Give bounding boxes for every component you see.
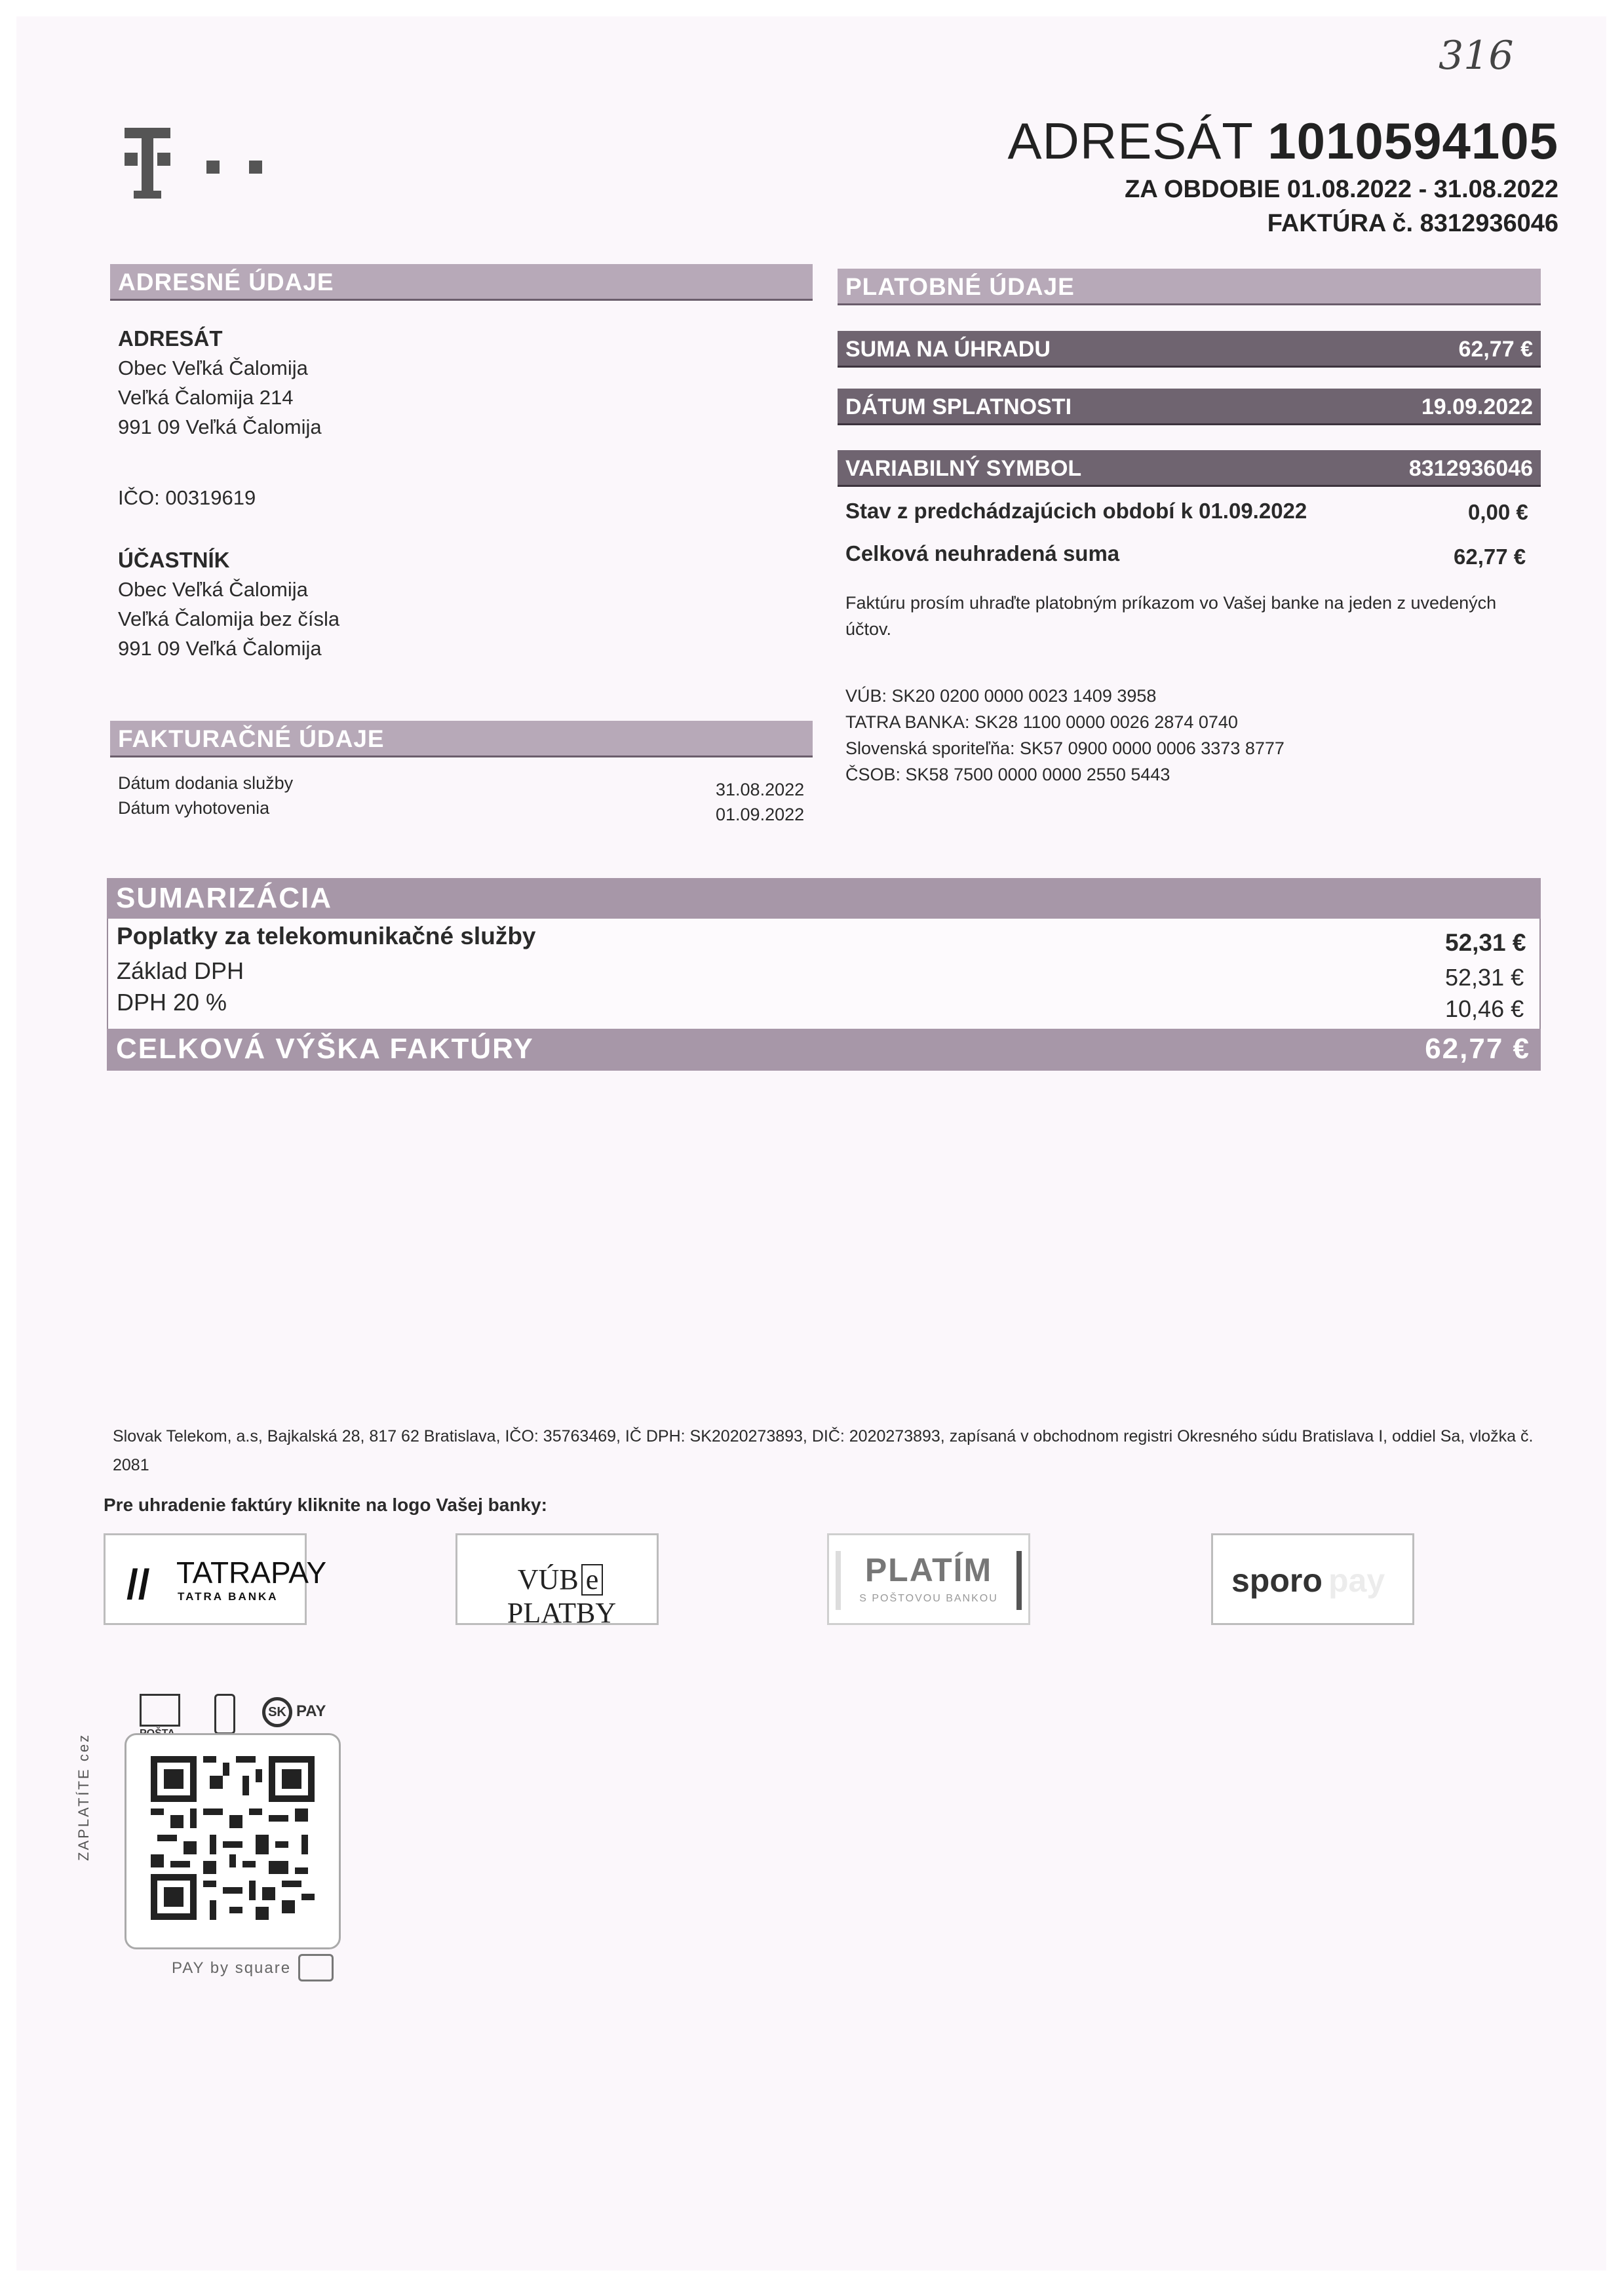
- address-section-header: ADRESNÉ ÚDAJE: [110, 264, 813, 301]
- ico: IČO: 00319619: [118, 486, 256, 509]
- amount-due-value: 62,77 €: [1458, 337, 1533, 362]
- bank-account: ČSOB: SK58 7500 0000 0000 2550 5443: [845, 765, 1170, 784]
- tatrapay-icon: //: [126, 1561, 150, 1608]
- delivery-date-value: 31.08.2022: [716, 780, 805, 799]
- participant-line: Veľká Čalomija bez čísla: [118, 607, 340, 630]
- sk-pay-label: PAY: [296, 1702, 326, 1720]
- header-invoice-number: FAKTÚRA č. 8312936046: [1267, 210, 1558, 237]
- header-title: ADRESÁT 1010594105: [1007, 112, 1558, 170]
- vat-value: 10,46 €: [1445, 995, 1524, 1022]
- due-date-value: 19.09.2022: [1421, 394, 1533, 419]
- company-footer: Slovak Telekom, a.s, Bajkalská 28, 817 62 Bratislava, IČO: 35763469, IČ DPH: SK2020273893, DIČ: 2020273893, zapísaná v obchodnom registri Okresného súdu Bratislava I, oddiel Sa, vložka č. 2081: [113, 1427, 1534, 1474]
- vub-eplatby-label: VÚB ePLATBY: [507, 1563, 617, 1629]
- sk-pay-icon: SK: [262, 1697, 292, 1727]
- platim-sub-label: S POŠTOVOU BANKOU: [859, 1593, 998, 1604]
- delivery-date-label: Dátum dodania služby: [118, 773, 294, 793]
- sporopay-button[interactable]: [1211, 1533, 1414, 1625]
- card-icon: [298, 1954, 334, 1981]
- telecom-fees-value: 52,31 €: [1445, 929, 1526, 956]
- total-unpaid-value: 62,77 €: [1454, 545, 1526, 569]
- participant-line: Obec Veľká Čalomija: [118, 578, 308, 601]
- platim-label: PLATÍM: [864, 1552, 993, 1588]
- vub-eplatby-button[interactable]: [455, 1533, 659, 1629]
- bank-account: TATRA BANKA: SK28 1100 0000 0026 2874 0740: [845, 712, 1238, 732]
- participant-line: 991 09 Veľká Čalomija: [118, 637, 322, 660]
- sporo-label: sporo: [1231, 1562, 1323, 1599]
- previous-balance-value: 0,00 €: [1468, 500, 1528, 524]
- pay-by-square-qr-code: [151, 1756, 315, 1920]
- due-date-row: [838, 389, 1541, 425]
- addressee-label: ADRESÁT: [118, 326, 223, 351]
- payment-note: Faktúru prosím uhraďte platobným príkazom vo Vašej banke na jeden z uvedených účtov.: [845, 593, 1497, 639]
- invoice-total-row: [107, 1029, 1541, 1071]
- handwritten-note: 316: [1439, 33, 1514, 79]
- addressee-line: Obec Veľká Čalomija: [118, 356, 308, 379]
- sporo-faded-label: pay: [1328, 1562, 1385, 1599]
- vat-base-label: Základ DPH: [117, 957, 244, 984]
- tatra-banka-label: TATRA BANKA: [178, 1590, 279, 1603]
- variable-symbol-value: 8312936046: [1408, 456, 1533, 481]
- billing-section-header: FAKTURAČNÉ ÚDAJE: [110, 721, 813, 757]
- vat-label: DPH 20 %: [117, 989, 227, 1016]
- pay-by-square-label: PAY by square: [172, 1959, 292, 1977]
- vat-base-value: 52,31 €: [1445, 964, 1524, 991]
- addressee-line: Veľká Čalomija 214: [118, 386, 294, 409]
- tatrapay-label: TATRAPAY: [176, 1556, 327, 1590]
- invoice-total-value: 62,77 €: [1425, 1033, 1530, 1065]
- banks-prompt: Pre uhradenie faktúry kliknite na logo Vašej banky:: [104, 1495, 547, 1515]
- total-unpaid-label: Celková neuhradená suma: [845, 541, 1120, 565]
- tatrapay-button[interactable]: [104, 1533, 327, 1625]
- telekom-logo: [125, 128, 301, 200]
- header-period: ZA OBDOBIE 01.08.2022 - 31.08.2022: [1125, 176, 1558, 203]
- summary-section-header: SUMARIZÁCIA: [107, 878, 1541, 919]
- previous-balance-label: Stav z predchádzajúcich období k 01.09.2022: [845, 499, 1307, 523]
- platim-button[interactable]: [827, 1533, 1030, 1625]
- variable-symbol-label: VARIABILNÝ SYMBOL: [845, 456, 1082, 481]
- pay-side-label: ZAPLATÍTE cez: [75, 1732, 92, 1861]
- amount-due-row: [838, 331, 1541, 368]
- participant-label: ÚČASTNÍK: [118, 548, 230, 572]
- telecom-fees-label: Poplatky za telekomunikačné služby: [117, 923, 536, 949]
- bank-account: VÚB: SK20 0200 0000 0023 1409 3958: [845, 686, 1157, 706]
- issue-date-label: Dátum vyhotovenia: [118, 798, 270, 818]
- variable-symbol-row: [838, 450, 1541, 487]
- payment-section-header: PLATOBNÉ ÚDAJE: [838, 269, 1541, 305]
- bank-account: Slovenská sporiteľňa: SK57 0900 0000 0006 3373 8777: [845, 738, 1285, 758]
- mobile-phone-icon: [214, 1694, 235, 1734]
- amount-due-label: SUMA NA ÚHRADU: [845, 337, 1051, 362]
- posta-icon: [140, 1694, 180, 1727]
- invoice-total-label: CELKOVÁ VÝŠKA FAKTÚRY: [116, 1033, 534, 1065]
- addressee-line: 991 09 Veľká Čalomija: [118, 415, 322, 438]
- due-date-label: DÁTUM SPLATNOSTI: [845, 394, 1072, 419]
- issue-date-value: 01.09.2022: [716, 805, 805, 824]
